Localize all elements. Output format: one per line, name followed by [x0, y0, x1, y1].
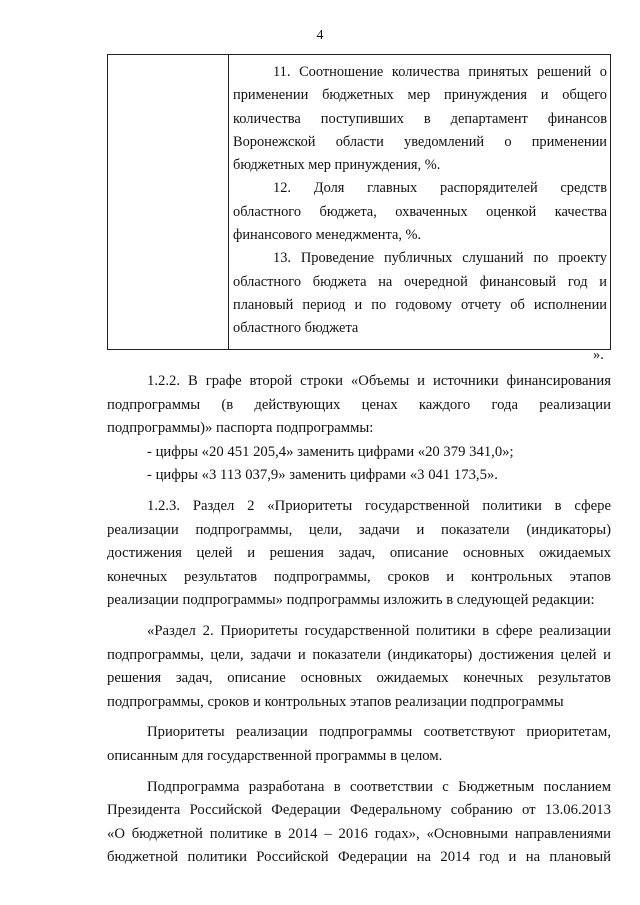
text-line: конечных результатов подпрограммы, сроков и контрольных этапов: [107, 568, 611, 585]
paragraph-replace-1: [107, 441, 611, 465]
paragraph-priorities: [107, 721, 611, 768]
table-line: 13. Проведение публичных слушаний по проекту: [273, 250, 607, 267]
text-line: - цифры «20 451 205,4» заменить цифрами «20 379 341,0»;: [147, 443, 514, 460]
text-line: подпрограммы, сроков и контрольных этапов реализации подпрограммы: [107, 693, 564, 710]
text-line: Президента Российской Федерации Федеральному собранию от 13.06.2013: [107, 802, 611, 819]
table-line: 12. Доля главных распорядителей средств: [273, 180, 607, 197]
table-line: 11. Соотношение количества принятых решений о: [273, 64, 607, 80]
table-line: областного бюджета: [233, 320, 359, 337]
paragraph-1-2-3: [107, 495, 611, 613]
text-line: Подпрограмма разработана в соответствии с Бюджетным посланием: [147, 778, 611, 795]
table-closing-mark: ».: [593, 347, 604, 363]
text-line: решения задач, описание основных ожидаемых конечных результатов: [107, 670, 611, 687]
text-line: Приоритеты реализации подпрограммы соответствуют приоритетам,: [147, 724, 611, 741]
table-line: финансового менеджмента, %.: [233, 227, 422, 244]
text-line: подпрограммы, цели, задачи и показатели (индикаторы) достижения целей и: [107, 646, 611, 663]
text-line: 1.2.3. Раздел 2 «Приоритеты государственной политики в сфере: [147, 497, 611, 514]
page-number: 4: [316, 28, 324, 43]
table-line: бюджетных мер принуждения, %.: [233, 157, 441, 174]
table-line: областного бюджета на очередной финансовый год и: [233, 273, 607, 290]
paragraph-1-2-2: [107, 370, 611, 441]
table-line: Воронежской области уведомлений о применении: [233, 133, 607, 150]
table-item-13: [233, 247, 607, 340]
table-right-cell: [229, 55, 610, 341]
text-line: реализации подпрограммы, цели, задачи и показатели (индикаторы): [107, 521, 611, 538]
section-2-heading: [107, 620, 611, 714]
table-item-11: [233, 61, 607, 177]
table-line: областного бюджета, охваченных оценкой качества: [233, 203, 607, 220]
paragraph-basis: [107, 776, 611, 870]
table-line: количества поступивших в департамент финансов: [233, 110, 607, 127]
text-line: подпрограммы)» паспорта подпрограммы:: [107, 420, 374, 437]
text-line: бюджетной политики Российской Федерации на 2014 год и на плановый: [107, 849, 611, 866]
text-line: реализации подпрограммы» подпрограммы изложить в следующей редакции:: [107, 592, 595, 609]
text-line: подпрограммы (в действующих ценах каждого года реализации: [107, 396, 611, 413]
document-body: [107, 370, 611, 870]
paragraph-replace-2: [107, 464, 611, 488]
text-line: описанным для государственной программы в целом.: [107, 747, 443, 764]
table-line: применении бюджетных мер принуждения и общего: [233, 87, 607, 104]
text-line: «Раздел 2. Приоритеты государственной политики в сфере реализации: [147, 622, 611, 639]
table-item-12: [233, 177, 607, 247]
table-line: плановый период и по годовому отчету об исполнении: [233, 296, 607, 313]
text-line: 1.2.2. В графе второй строки «Объемы и источники финансирования: [147, 373, 611, 389]
indicator-table: [107, 54, 611, 350]
text-line: - цифры «3 113 037,9» заменить цифрами «3 041 173,5».: [147, 467, 498, 484]
text-line: достижения целей и решения задач, описание основных ожидаемых: [107, 545, 611, 562]
text-line: «О бюджетной политике в 2014 – 2016 годах», «Основными направлениями: [107, 825, 611, 842]
